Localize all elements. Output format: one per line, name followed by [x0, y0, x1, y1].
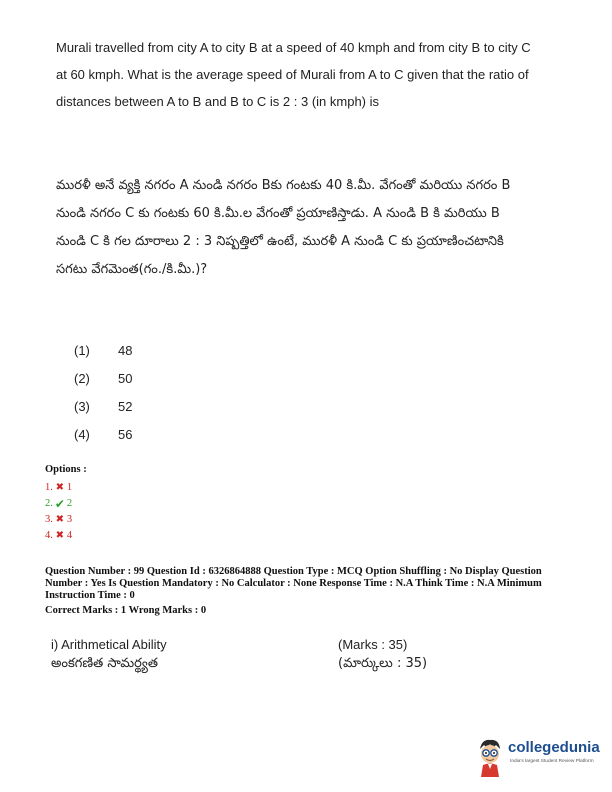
answer-key-value: 1: [66, 482, 73, 493]
choice-item: [74, 421, 132, 449]
choice-item: [74, 393, 132, 421]
choice-number: (4): [74, 427, 90, 442]
answer-key-item: [45, 528, 72, 544]
answer-key-number: 1.: [45, 482, 53, 493]
section-title-telugu: అంకగణిత సామర్థ్యత: [51, 656, 159, 671]
answer-key-item: [45, 512, 72, 528]
question-metadata: Question Number : 99 Question Id : 6326864888 Question Type : MCQ Option Shuffling : No Display Question Number : Yes Is Question Mandatory : No Calculator : None Response Time : N.A Think Time : N.A Minimum Instruction Time : 0: [45, 566, 542, 601]
answer-key-number: 4.: [45, 530, 53, 541]
answer-key-item: [45, 496, 72, 512]
section-marks: [338, 635, 427, 673]
section-marks-english: (Marks : 35): [338, 637, 408, 652]
question-text-english: Murali travelled from city A to city B at a speed of 40 kmph and from city B to city C at 60 kmph. What is the average speed of Murali from A to C given that the ratio of distances between A to B and B to C is 2 : 3 (in kmph) is: [56, 40, 531, 109]
choice-item: [74, 337, 132, 365]
answer-key-value: 3: [66, 514, 73, 525]
answer-key-number: 3.: [45, 514, 53, 525]
options-heading: Options :: [45, 464, 87, 475]
choice-list: [74, 337, 132, 449]
cross-icon: ✖: [55, 514, 65, 525]
logo-wordmark: collegedunia: [508, 739, 600, 756]
answer-key-number: 2.: [45, 498, 53, 509]
marks-line: Correct Marks : 1 Wrong Marks : 0: [45, 605, 207, 616]
choice-number: (3): [74, 399, 90, 414]
choice-value: 52: [118, 399, 133, 414]
section-title-english: i) Arithmetical Ability: [51, 637, 167, 652]
cross-icon: ✖: [55, 482, 65, 493]
mascot-icon: [474, 735, 506, 777]
cross-icon: ✖: [55, 530, 65, 541]
answer-key-list: [45, 480, 72, 544]
answer-key-item: [45, 480, 72, 496]
section-title: [51, 635, 167, 673]
choice-number: (2): [74, 371, 90, 386]
answer-key-value: 2: [66, 498, 73, 509]
choice-value: 50: [118, 371, 133, 386]
choice-number: (1): [74, 343, 90, 358]
section-marks-telugu: (మార్కులు : 35): [338, 656, 428, 671]
question-text-telugu: మురళీ అనే వ్యక్తి నగరం A నుండి నగరం Bకు గంటకు 40 కి.మీ. వేగంతో మరియు నగరం B నుండి నగరం C కు గంటకు 60 కి.మీ.ల వేగంతో ప్రయాణిస్తాడు. A నుండి B కి మరియు B నుండి C కి గల దూరాలు 2 : 3 నిష్పత్తిలో ఉంటే, మురళీ A నుండి C కు ప్రయాణించటానికి సగటు వేగమెంత(గం./కి.మీ.)?: [56, 178, 511, 277]
choice-item: [74, 365, 132, 393]
collegedunia-logo: [474, 735, 606, 779]
check-icon: ✔: [54, 497, 65, 511]
answer-key-value: 4: [66, 530, 73, 541]
choice-value: 48: [118, 343, 133, 358]
choice-value: 56: [118, 427, 133, 442]
logo-tagline: India's largest Student Review Platform: [510, 759, 594, 764]
